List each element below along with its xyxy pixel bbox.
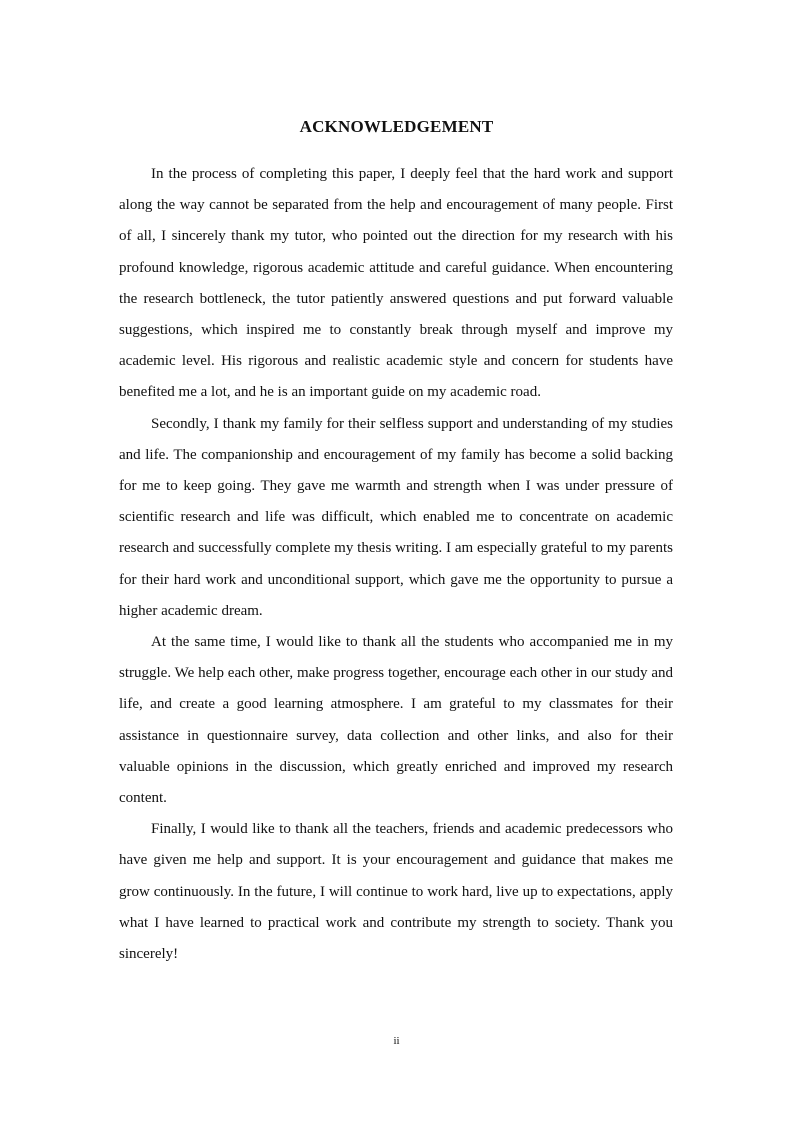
paragraph-family: Secondly, I thank my family for their selfless support and understanding of my studies and life. The companionship and encouragement of my family has become a solid backing for me to keep going. They gave me warmth and strength when I was under pressure of scientific research and life was difficult, which enabled me to concentrate on academic research and successfully complete my thesis writing. I am especially grateful to my parents for their hard work and unconditional support, which gave me the opportunity to pursue a higher academic dream. xyxy=(119,415,673,619)
page-number: ii xyxy=(393,1035,400,1047)
acknowledgement-body xyxy=(119,159,673,970)
paragraph-closing: Finally, I would like to thank all the teachers, friends and academic predecessors who have given me help and support. It is your encouragement and guidance that makes me grow continuously. In the future, I will continue to work hard, live up to expectations, apply what I have learned to practical work and contribute my strength to society. Thank you sincerely! xyxy=(119,821,673,963)
paragraph-students: At the same time, I would like to thank all the students who accompanied me in my struggle. We help each other, make progress together, encourage each other in our study and life, and create a good learning atmosphere. I am grateful to my classmates for their assistance in questionnaire survey, data collection and other links, and also for their valuable opinions in the discussion, which greatly enriched and improved my research content. xyxy=(119,634,673,807)
paragraph-tutor: In the process of completing this paper, I deeply feel that the hard work and support along the way cannot be separated from the help and encouragement of many people. First of all, I sincerely thank my tutor, who pointed out the direction for my research with his profound knowledge, rigorous academic attitude and careful guidance. When encountering the research bottleneck, the tutor patiently answered questions and put forward valuable suggestions, which inspired me to constantly break through myself and improve my academic level. His rigorous and realistic academic style and concern for students have benefited me a lot, and he is an important guide on my academic road. xyxy=(119,166,673,401)
page-title: ACKNOWLEDGEMENT xyxy=(299,117,494,137)
